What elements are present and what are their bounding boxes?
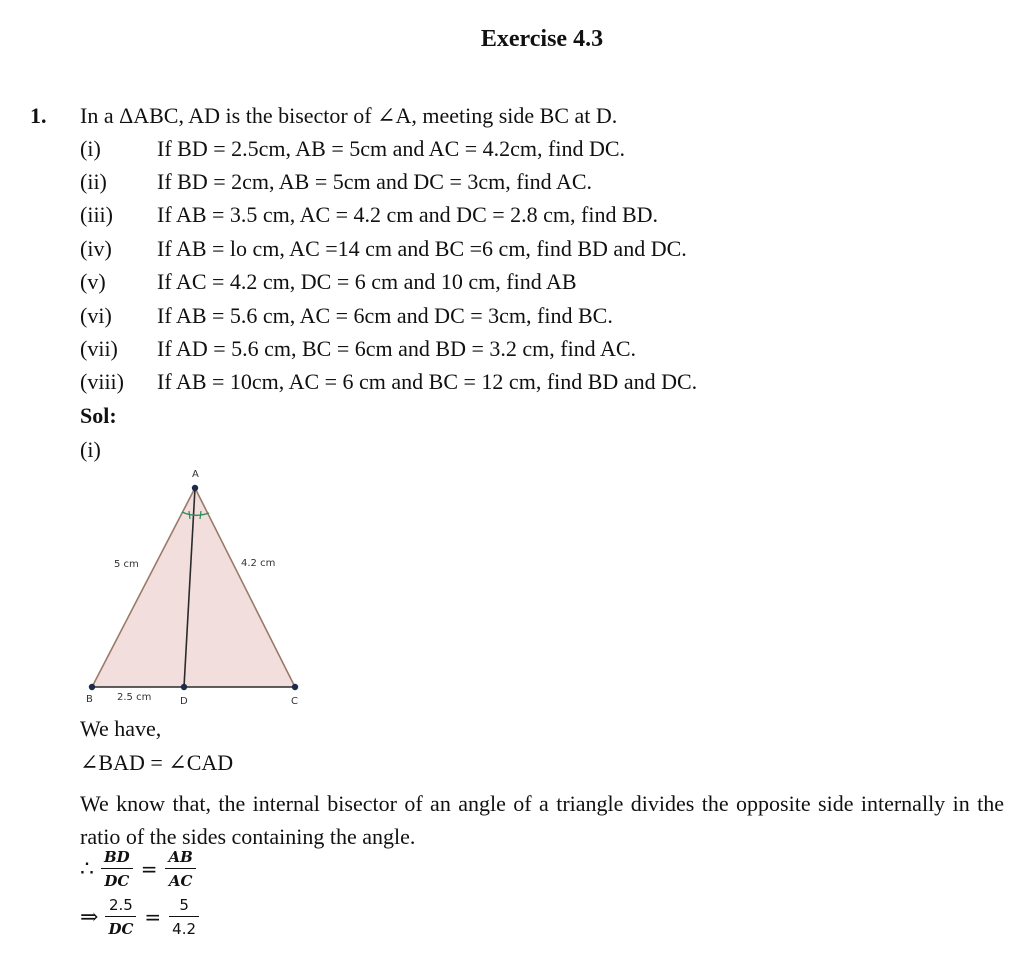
triangle-figure bbox=[80, 464, 320, 714]
fraction-ab-ac bbox=[165, 848, 195, 890]
equals-sign: = bbox=[140, 857, 158, 881]
denominator: 4.2 bbox=[172, 920, 197, 938]
part-text: If BD = 2cm, AB = 5cm and DC = 3cm, find AC. bbox=[157, 169, 593, 194]
part-number: (i) bbox=[80, 136, 101, 161]
denominator: DC bbox=[108, 920, 134, 938]
part-number: (iv) bbox=[80, 236, 112, 261]
point-c bbox=[292, 684, 298, 690]
part-number: (vii) bbox=[80, 336, 118, 361]
numerator: AB bbox=[165, 848, 195, 869]
part-text: If AC = 4.2 cm, DC = 6 cm and 10 cm, find AB bbox=[157, 269, 577, 294]
numerator: 2.5 bbox=[105, 896, 136, 917]
question-number: 1. bbox=[30, 103, 47, 128]
numerator: BD bbox=[101, 848, 133, 869]
part-text: If AD = 5.6 cm, BC = 6cm and BD = 3.2 cm, find AC. bbox=[157, 336, 637, 361]
angle-equality: ∠BAD = ∠CAD bbox=[80, 750, 234, 775]
vertex-label-b: B bbox=[86, 694, 93, 705]
denominator: AC bbox=[168, 872, 193, 890]
solution-heading: Sol: bbox=[80, 403, 117, 428]
fraction-5-42 bbox=[169, 896, 199, 938]
vertex-label-a: A bbox=[192, 469, 199, 480]
ratio-equation-2 bbox=[80, 896, 202, 938]
point-a bbox=[192, 485, 198, 491]
solution-subpart: (i) bbox=[80, 437, 101, 462]
part-text: If AB = 5.6 cm, AC = 6cm and DC = 3cm, find BC. bbox=[157, 303, 613, 328]
theorem-text: We know that, the internal bisector of an angle of a triangle divides the opposite side internally in the ratio of the sides containing the angle. bbox=[80, 791, 1004, 849]
part-text: If AB = 10cm, AC = 6 cm and BC = 12 cm, find BD and DC. bbox=[157, 369, 698, 394]
therefore-symbol: ∴ bbox=[80, 856, 94, 881]
part-number: (v) bbox=[80, 269, 106, 294]
denominator: DC bbox=[104, 872, 130, 890]
point-d bbox=[181, 684, 187, 690]
side-label-ab: 5 cm bbox=[114, 559, 139, 570]
part-number: (viii) bbox=[80, 369, 124, 394]
ratio-equation-1 bbox=[80, 848, 199, 890]
numerator: 5 bbox=[169, 896, 199, 917]
part-number: (ii) bbox=[80, 169, 107, 194]
part-text: If AB = lo cm, AC =14 cm and BC =6 cm, find BD and DC. bbox=[157, 236, 687, 261]
part-text: If BD = 2.5cm, AB = 5cm and AC = 4.2cm, find DC. bbox=[157, 136, 626, 161]
we-have-text: We have, bbox=[80, 716, 162, 741]
question-text: In a ΔABC, AD is the bisector of ∠A, meeting side BC at D. bbox=[80, 103, 618, 128]
side-label-ac: 4.2 cm bbox=[241, 558, 276, 569]
vertex-label-c: C bbox=[291, 696, 298, 707]
part-text: If AB = 3.5 cm, AC = 4.2 cm and DC = 2.8 cm, find BD. bbox=[157, 202, 659, 227]
implies-symbol: ⇒ bbox=[80, 904, 99, 929]
part-number: (iii) bbox=[80, 202, 113, 227]
page-title: Exercise 4.3 bbox=[480, 26, 604, 52]
point-b bbox=[89, 684, 95, 690]
fraction-25-dc bbox=[105, 896, 136, 938]
part-number: (vi) bbox=[80, 303, 112, 328]
side-label-bd: 2.5 cm bbox=[117, 692, 152, 703]
equals-sign: = bbox=[144, 905, 162, 929]
vertex-label-d: D bbox=[180, 696, 188, 707]
fraction-bd-dc bbox=[101, 848, 133, 890]
